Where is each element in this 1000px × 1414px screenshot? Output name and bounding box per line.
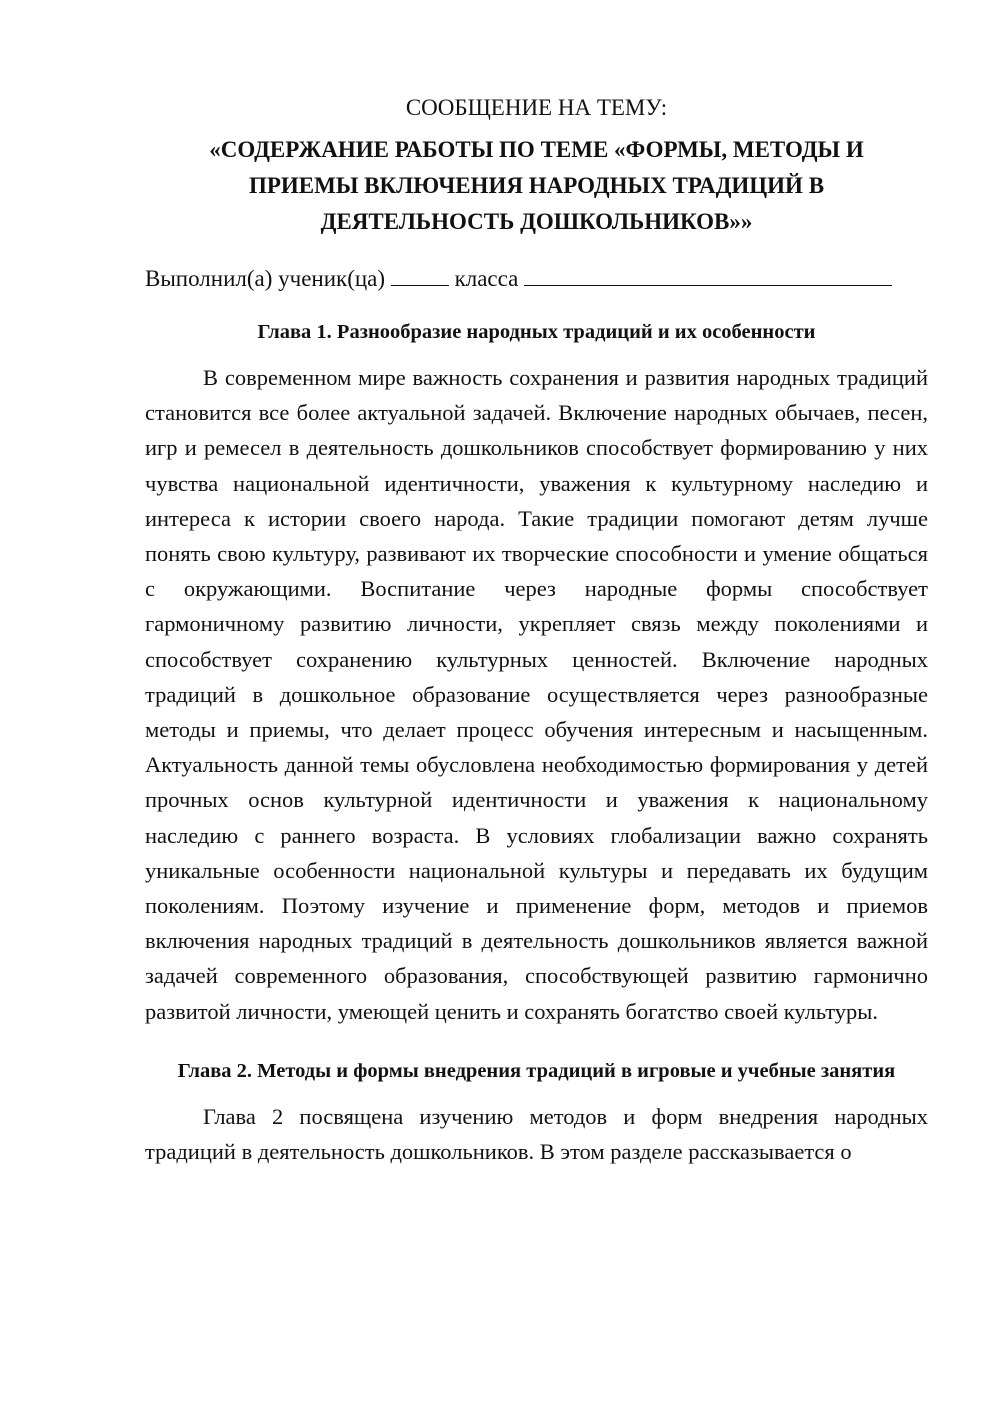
chapter1-heading: Глава 1. Разнообразие народных традиций и их особенности xyxy=(257,321,816,343)
name-blank-field xyxy=(524,263,892,286)
chapter1-paragraph: В современном мире важность сохранения и развития народных традиций становится все более актуальной задачей. Включение народных обычаев, песен, игр и ремесел в деятельность дошкольников способствует формированию у них чувства национальной идентичности, уважения к культурному наследию и интереса к истории своего народа. Такие традиции помогают детям лучше понять свою культуру, развивают их творческие способности и умение общаться с окружающими. Воспитание через народные формы способствует гармоничному развитию личности, укрепляет связь между поколениями и способствует сохранению культурных ценностей. Включение народных традиций в дошкольное образование осуществляется через разнообразные методы и приемы, что делает процесс обучения интересным и насыщенным. Актуальность данной темы обусловлена необходимостью формирования у детей прочных основ культурной идентичности и уважения к национальному наследию с раннего возраста. В условиях глобализации важно сохранять уникальные особенности национальной культуры и передавать их будущим поколениям. Поэтому изучение и применение форм, методов и приемов включения народных традиций в деятельность дошкольников является важной задачей современного образования, способствующей развитию гармонично развитой личности, умеющей ценить и сохранять богатство своей культуры. xyxy=(145,365,928,1024)
subject-heading: СООБЩЕНИЕ НА ТЕМУ: xyxy=(405,95,668,120)
document-title: «СОДЕРЖАНИЕ РАБОТЫ ПО ТЕМЕ «ФОРМЫ, МЕТОДЫ И ПРИЕМЫ ВКЛЮЧЕНИЯ НАРОДНЫХ ТРАДИЦИЙ В ДЕЯТЕЛЬНОСТЬ ДОШКОЛЬНИКОВ»» xyxy=(209,137,864,234)
class-blank-field xyxy=(391,263,449,286)
author-middle: класса xyxy=(454,266,519,291)
author-line xyxy=(145,262,928,296)
document-page xyxy=(145,92,928,1169)
chapter2-paragraph: Глава 2 посвящена изучению методов и форм внедрения народных традиций в деятельность дошкольников. В этом разделе рассказывается о xyxy=(145,1103,928,1165)
author-prefix: Выполнил(а) ученик(ца) xyxy=(145,266,386,291)
chapter2-heading: Глава 2. Методы и формы внедрения традиций в игровые и учебные занятия xyxy=(177,1059,896,1082)
